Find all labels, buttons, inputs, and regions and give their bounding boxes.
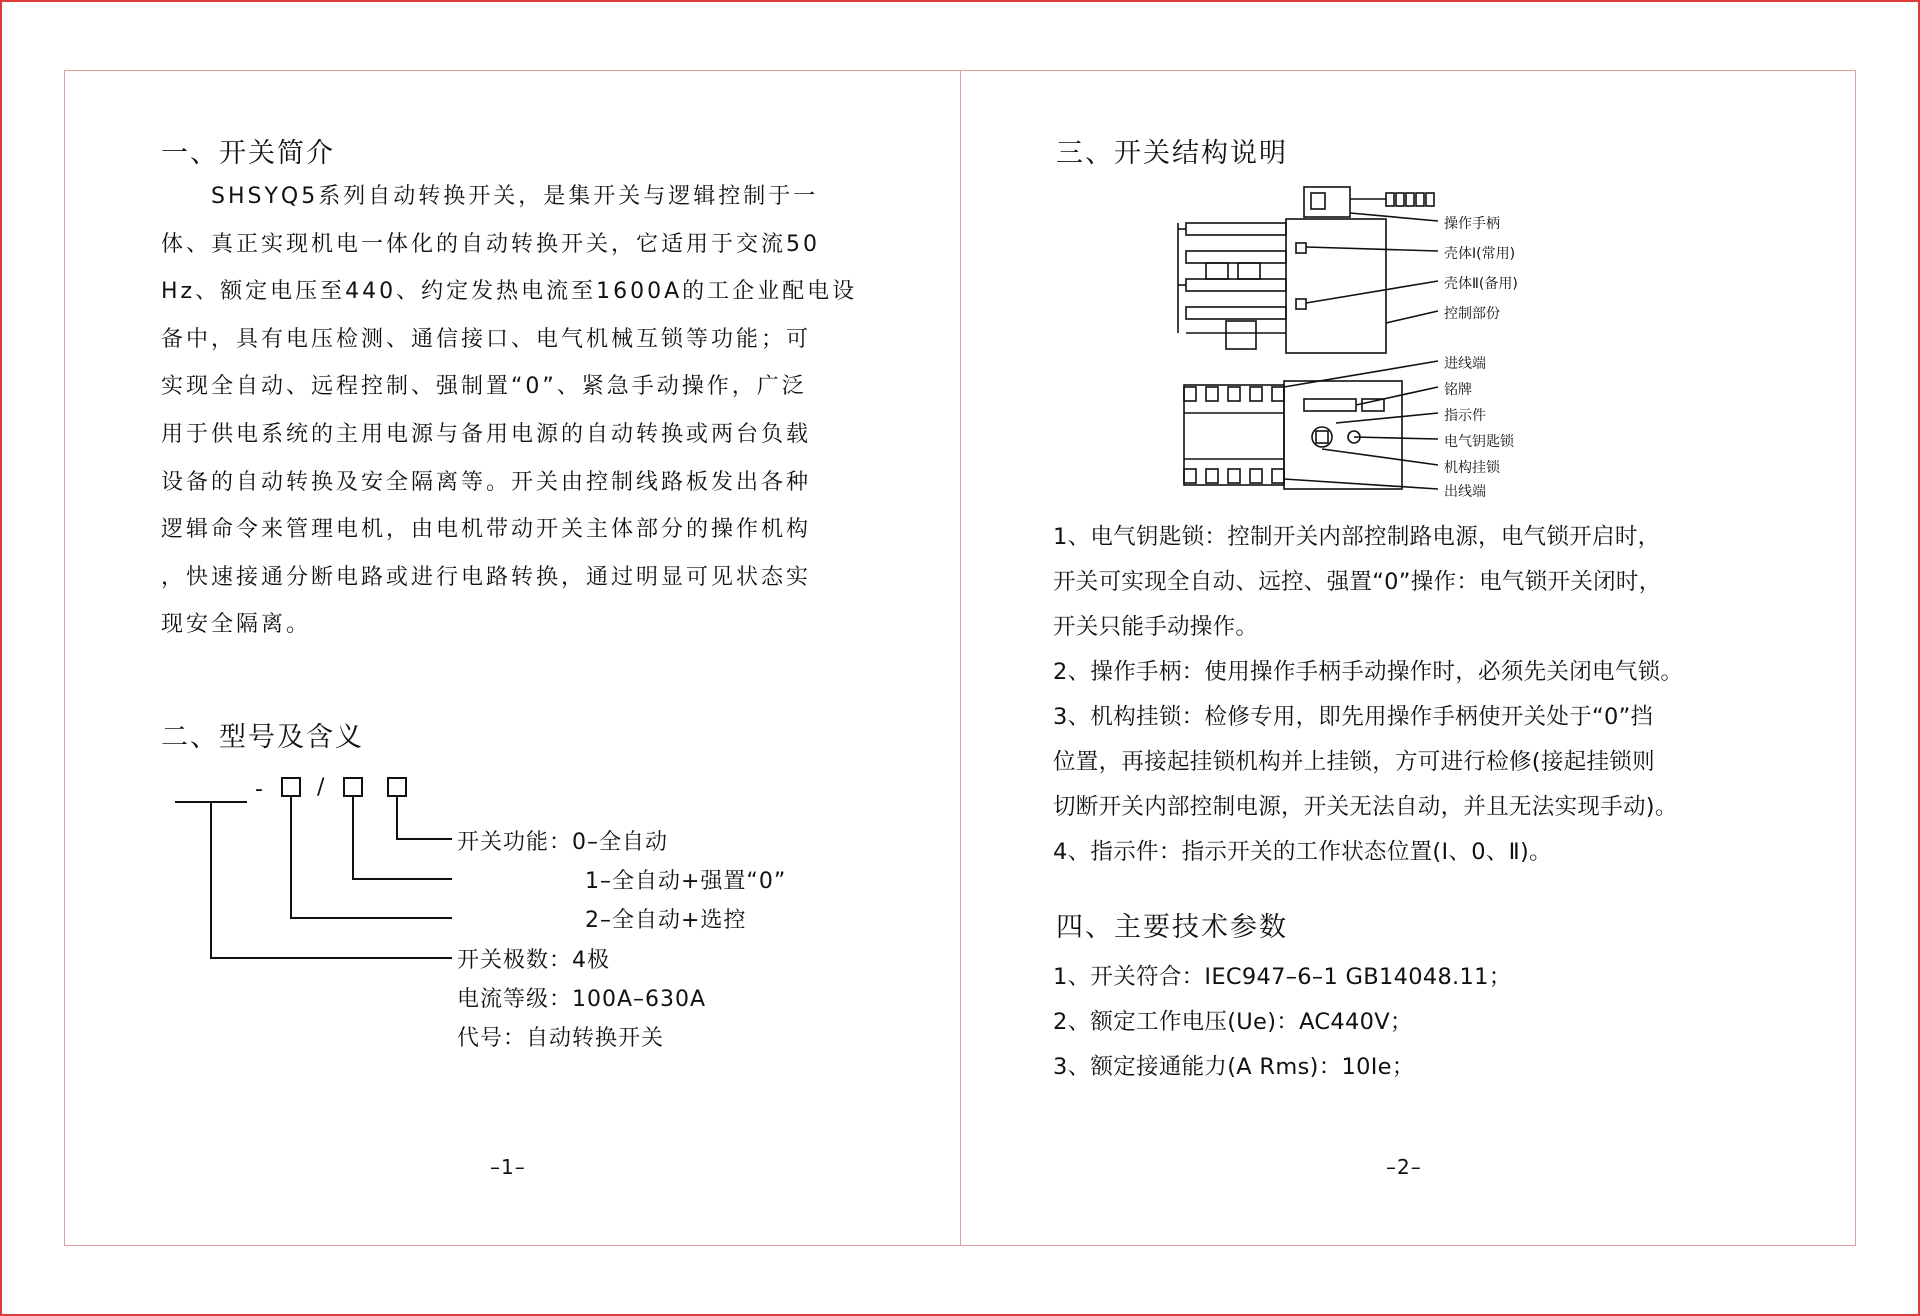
section1-line: 体、真正实现机电一体化的自动转换开关，它适用于交流50 bbox=[161, 231, 820, 257]
function-label: 开关功能：0–全自动 bbox=[457, 830, 668, 855]
section4-line: 3、额定接通能力(A Rms)：10Ie； bbox=[1053, 1054, 1415, 1080]
label-inlet: 进线端 bbox=[1444, 356, 1486, 372]
code-connector-h bbox=[210, 957, 452, 959]
section3-line: 3、机构挂锁：检修专用，即先用操作手柄使开关处于“0”挡 bbox=[1053, 704, 1654, 730]
section3-line: 切断开关内部控制电源，开关无法自动，并且无法实现手动)。 bbox=[1053, 794, 1678, 820]
section1-line: 逻辑命令来管理电机，由电机带动开关主体部分的操作机构 bbox=[161, 517, 812, 543]
section1-line: 用于供电系统的主用电源与备用电源的自动转换或两台负载 bbox=[161, 421, 812, 447]
code-label: 代号：自动转换开关 bbox=[457, 1026, 665, 1051]
function-connector-h bbox=[396, 838, 452, 840]
poles-connector-h bbox=[352, 878, 452, 880]
label-handle: 操作手柄 bbox=[1444, 216, 1500, 232]
page-number-2: –2– bbox=[1386, 1155, 1422, 1179]
section3-line: 开关可实现全自动、远控、强置“0”操作：电气锁开关闭时， bbox=[1053, 569, 1662, 595]
section4-body bbox=[1053, 955, 1512, 1090]
section3-body bbox=[1053, 515, 1683, 875]
current-label: 电流等级：100A–630A bbox=[457, 987, 707, 1012]
page-number-1: –1– bbox=[490, 1155, 526, 1179]
section1-body bbox=[161, 173, 857, 649]
label-outlet: 出线端 bbox=[1444, 484, 1486, 500]
label-shell-2: 壳体Ⅱ(备用) bbox=[1444, 276, 1518, 292]
section1-line: SHSYQ5系列自动转换开关，是集开关与逻辑控制于一 bbox=[161, 184, 819, 209]
section3-line: 开关只能手动操作。 bbox=[1053, 614, 1259, 640]
section4-heading: 四、主要技术参数 bbox=[1056, 912, 1288, 943]
section2-heading: 二、型号及含义 bbox=[161, 722, 364, 753]
poles-connector-v bbox=[352, 797, 354, 879]
page-left bbox=[64, 70, 961, 1246]
section3-line: 位置，再接起挂锁机构并上挂锁，方可进行检修(接起挂锁则 bbox=[1053, 749, 1655, 775]
function-option-1: 1–全自动+强置“0” bbox=[585, 869, 787, 894]
section1-line: ，快速接通分断电路或进行电路转换，通过明显可见状态实 bbox=[161, 564, 812, 590]
label-indicator: 指示件 bbox=[1444, 408, 1486, 424]
section3-line: 4、指示件：指示开关的工作状态位置(Ⅰ、0、Ⅱ)。 bbox=[1053, 839, 1552, 865]
section3-line: 1、电气钥匙锁：控制开关内部控制路电源，电气锁开启时， bbox=[1053, 524, 1661, 550]
page-right bbox=[960, 70, 1856, 1246]
current-connector-v bbox=[290, 797, 292, 918]
function-option-2: 2–全自动+选控 bbox=[585, 908, 747, 933]
model-dash: - bbox=[255, 777, 264, 802]
section1-line: Hz、额定电压至440、约定发热电流至1600A的工企业配电设 bbox=[161, 279, 858, 305]
label-keylock: 电气钥匙锁 bbox=[1444, 434, 1514, 450]
function-connector-v bbox=[396, 797, 398, 839]
code-connector-v bbox=[210, 803, 212, 958]
section3-heading: 三、开关结构说明 bbox=[1056, 138, 1288, 169]
section3-line: 2、操作手柄：使用操作手柄手动操作时，必须先关闭电气锁。 bbox=[1053, 659, 1684, 685]
poles-label: 开关极数：4极 bbox=[457, 948, 610, 973]
label-shell-1: 壳体Ⅰ(常用) bbox=[1444, 246, 1516, 262]
poles-box bbox=[343, 777, 363, 797]
section1-heading: 一、开关简介 bbox=[161, 138, 335, 169]
section1-line: 设备的自动转换及安全隔离等。开关由控制线路板发出各种 bbox=[161, 469, 812, 495]
section4-line: 1、开关符合：IEC947–6–1 GB14048.11； bbox=[1053, 964, 1512, 990]
label-nameplate: 铭牌 bbox=[1444, 382, 1472, 398]
section1-line: 备中，具有电压检测、通信接口、电气机械互锁等功能；可 bbox=[161, 326, 812, 352]
section4-line: 2、额定工作电压(Ue)：AC440V； bbox=[1053, 1009, 1413, 1035]
section1-line: 实现全自动、远程控制、强制置“0”、紧急手动操作，广泛 bbox=[161, 374, 807, 400]
label-control: 控制部份 bbox=[1444, 306, 1500, 322]
section1-line: 现安全隔离。 bbox=[161, 612, 312, 638]
model-slash: / bbox=[317, 775, 326, 800]
current-connector-h bbox=[290, 917, 452, 919]
function-box bbox=[387, 777, 407, 797]
current-box bbox=[281, 777, 301, 797]
label-mechlock: 机构挂锁 bbox=[1444, 460, 1500, 476]
